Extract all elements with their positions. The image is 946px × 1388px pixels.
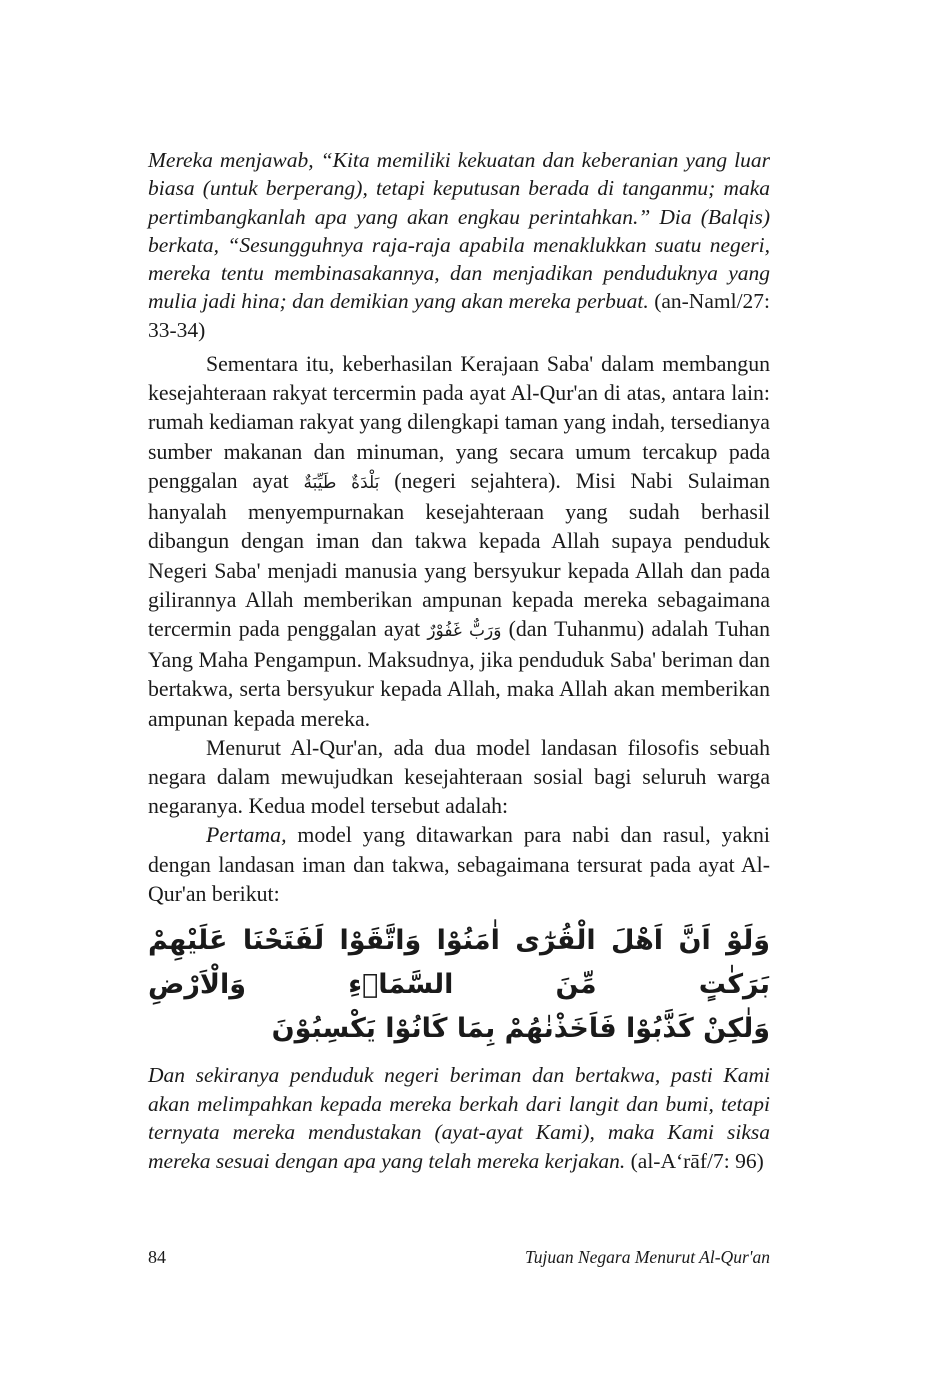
- paragraph-text: (negeri sejahtera). Misi Nabi Sulaiman hanyalah menyempurnakan kesejahteraan yang sudah berhasil dibangun dengan iman dan takwa kepada Allah supaya penduduk Negeri Saba' menjadi manusia yang bersyukur kepada Allah dan pada gilirannya Allah memberikan ampunan kepada mereka sebagaimana tercermin pada penggalan ayat: [148, 468, 770, 641]
- quran-translation-quote: [148, 146, 770, 344]
- quran-verse-arabic: [148, 919, 770, 1051]
- quran-verse-line-1: وَلَوْ اَنَّ اَهْلَ الْقُرٰٓى اٰمَنُوْا وَاتَّقَوْا لَفَتَحْنَا عَلَيْهِمْ بَرَكٰتٍ مِّنَ السَّمَاۤءِ وَالْاَرْضِ: [148, 924, 770, 1000]
- quote-text: Mereka menjawab, “Kita memiliki kekuatan dan keberanian yang luar biasa (untuk berperang), tetapi keputusan berada di tanganmu; maka pertimbangkanlah apa yang akan engkau perintahkan.” Dia (Balqis) berkata, “Sesungguhnya raja-raja apabila menaklukkan suatu negeri, mereka tentu membinasakannya, dan menjadikan penduduknya yang mulia jadi hina; dan demikian yang akan mereka perbuat.: [148, 148, 770, 314]
- paragraph-text: model yang ditawarkan para nabi dan rasul, yakni dengan landasan iman dan takwa, sebagaimana tersurat pada ayat Al-Qur'an berikut:: [148, 823, 770, 906]
- arabic-phrase-rabbun-ghafur: وَرَبٌّ غَفُوْرٌ: [427, 620, 502, 641]
- paragraph-text: (dan Tuhanmu) adalah Tuhan Yang Maha Pengampun. Maksudnya, jika penduduk Saba' beriman dan bertakwa, serta bersyukur kepada Allah, maka Allah akan memberikan ampunan kepada mereka.: [148, 616, 770, 731]
- paragraph-saba-prosperity: [148, 350, 770, 734]
- quran-verse-translation: [148, 1061, 770, 1175]
- paragraph-text: Sementara itu, keberhasilan Kerajaan Saba' dalam membangun kesejahteraan rakyat tercermin pada ayat Al-Qur'an di atas, antara lain: rumah kediaman rakyat yang dilengkapi taman yang indah, tersedianya sumber makanan dan minuman, yang secara umum tercakup pada penggalan ayat: [148, 352, 770, 493]
- page-footer: [148, 1247, 770, 1268]
- paragraph-two-models: Menurut Al-Qur'an, ada dua model landasan filosofis sebuah negara dalam mewujudkan kesejahteraan sosial bagi seluruh warga negaranya. Kedua model tersebut adalah:: [148, 735, 770, 819]
- page-body: [148, 146, 770, 1175]
- paragraph-lead-word: Pertama,: [206, 823, 287, 848]
- quran-verse-line-2: وَلٰكِنْ كَذَّبُوْا فَاَخَذْنٰهُمْ بِمَا كَانُوْا يَكْسِبُوْنَ: [271, 1012, 770, 1044]
- running-title: Tujuan Negara Menurut Al-Qur'an: [524, 1247, 770, 1267]
- paragraph-first-model: [148, 821, 770, 909]
- page-number: 84: [148, 1247, 166, 1267]
- translation-text: Dan sekiranya penduduk negeri beriman dan bertakwa, pasti Kami akan melimpahkan kepada mereka berkah dari langit dan bumi, tetapi ternyata mereka mendustakan (ayat-ayat Kami), maka Kami siksa mereka sesuai dengan apa yang telah mereka kerjakan.: [148, 1062, 770, 1173]
- quote-reference: (an-Naml/27: 33-34): [148, 289, 771, 342]
- translation-reference: (al-A‘rāf/7: 96): [630, 1148, 764, 1173]
- arabic-phrase-baldatun-tayyibah: بَلْدَةٌ طَيِّبَةٌ: [303, 472, 380, 493]
